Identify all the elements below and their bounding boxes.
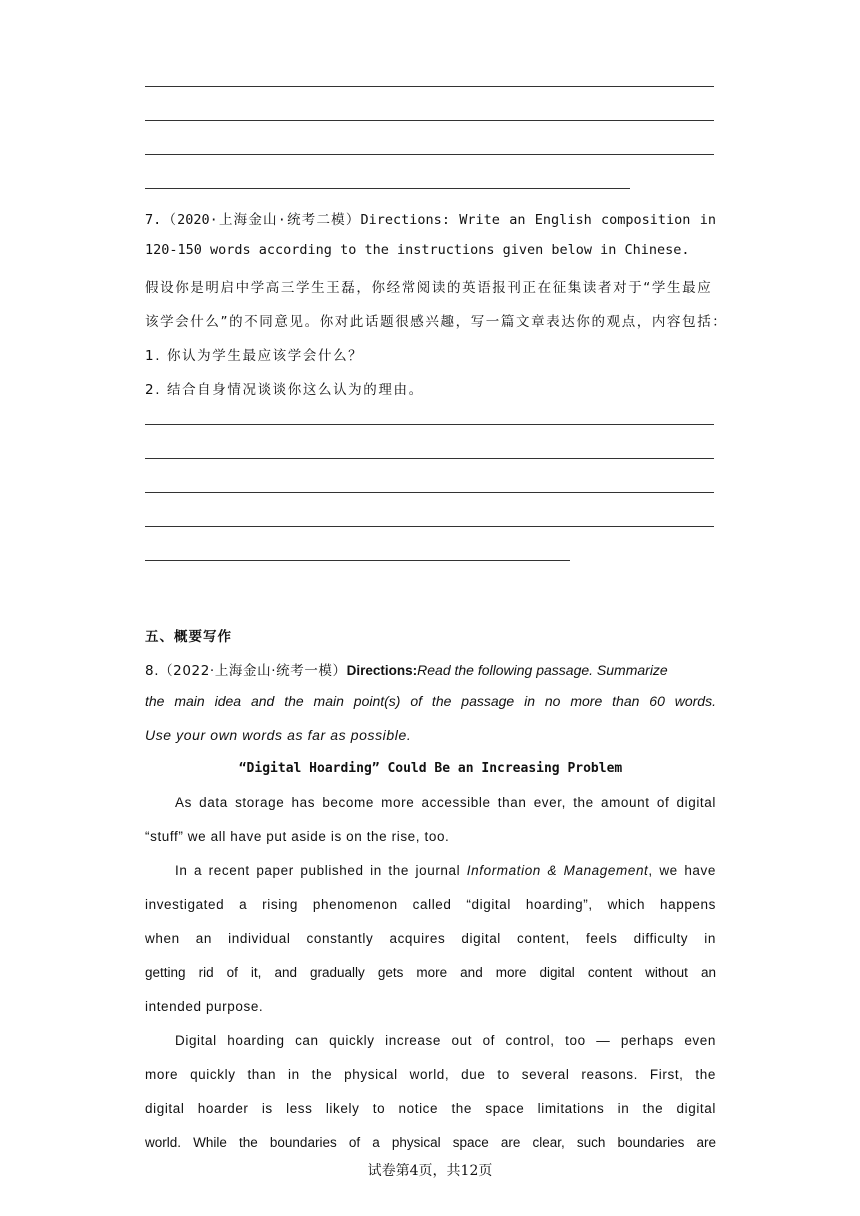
page-footer: 试卷第4页，共12页 xyxy=(367,1163,493,1179)
q7-prompt-line1: 假设你是明启中学高三学生王磊，你经常阅读的英语报刊正在征集读者对于“学生最应 xyxy=(145,280,713,296)
q7-prompt-line2: 该学会什么”的不同意见。你对此话题很感兴趣，写一篇文章表达你的观点，内容包括： xyxy=(145,314,728,330)
q8-directions-label: Directions: xyxy=(346,663,418,678)
passage-p3-line2: more quickly than in the physical world, due to several reasons. First, the xyxy=(145,1067,716,1082)
passage-p1-line2: “stuff” we all have put aside is on the rise, too. xyxy=(145,829,450,844)
q7-directions-line1: 7.（2020·上海金山·统考二模）Directions: Write an English composition in xyxy=(145,212,716,228)
passage-p2-line2: investigated a rising phenomenon called “digital hoarding”, which happens xyxy=(145,897,716,912)
passage-p3-line4: world. While the boundaries of a physical space are clear, such boundaries are xyxy=(145,1135,716,1150)
passage-title: “Digital Hoarding” Could Be an Increasing Problem xyxy=(238,761,623,776)
answer-line xyxy=(145,424,714,425)
passage-p2-line3: when an individual constantly acquires digital content, feels difficulty in xyxy=(145,931,716,946)
q8-source: 8.（2022·上海金山·统考一模） xyxy=(145,663,347,679)
q8-directions-text: Read the following passage. Summarize xyxy=(417,662,668,678)
q7-point-1: 1. 你认为学生最应该学会什么？ xyxy=(145,348,364,364)
passage-p2-line4: getting rid of it, and gradually gets more and more digital content without an xyxy=(145,965,716,980)
q7-point-2: 2. 结合自身情况谈谈你这么认为的理由。 xyxy=(145,382,424,398)
passage-p1-line1: As data storage has become more accessible than ever, the amount of digital xyxy=(175,795,716,810)
section-heading: 五、概要写作 xyxy=(145,629,232,645)
answer-line xyxy=(145,120,714,121)
passage-p2-line1 xyxy=(145,863,716,878)
answer-line xyxy=(145,458,714,459)
answer-line xyxy=(145,188,630,189)
q8-directions-line2: the main idea and the main point(s) of the passage in no more than 60 words. xyxy=(145,693,716,709)
answer-line xyxy=(145,492,714,493)
journal-name: Information & Management xyxy=(466,863,649,878)
q7-directions-line2: 120-150 words according to the instructions given below in Chinese. xyxy=(145,242,690,258)
answer-line xyxy=(145,526,714,527)
answer-line xyxy=(145,154,714,155)
passage-p2-text: In a recent paper published in the journal xyxy=(175,863,467,878)
passage-p2-line5: intended purpose. xyxy=(145,999,264,1014)
answer-line xyxy=(145,560,570,561)
answer-line xyxy=(145,86,714,87)
passage-p3-line3: digital hoarder is less likely to notice the space limitations in the digital xyxy=(145,1101,716,1116)
q8-directions-line1 xyxy=(145,659,716,679)
passage-p2-text: , we have xyxy=(648,863,716,878)
passage-p3-line1: Digital hoarding can quickly increase out of control, too — perhaps even xyxy=(175,1033,716,1048)
q8-directions-line3: Use your own words as far as possible. xyxy=(145,727,412,743)
